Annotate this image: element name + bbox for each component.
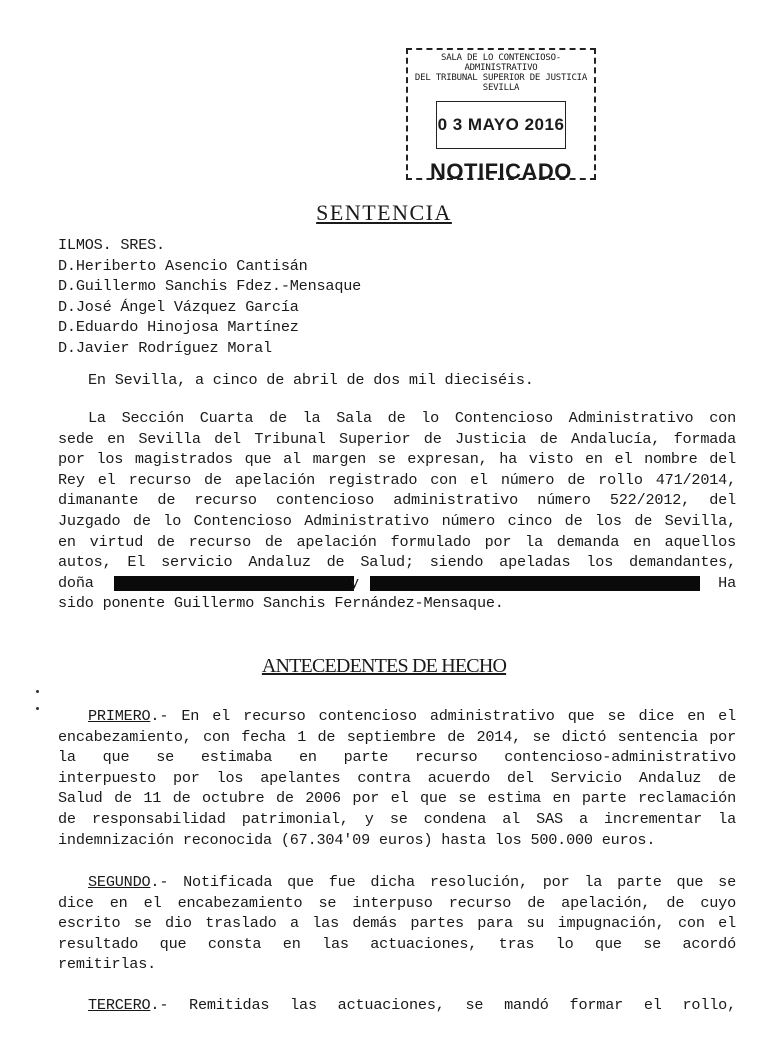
paragraph-line: la que se estimaba en parte recurso contencioso-administrativo [58, 748, 736, 767]
judge-name: D.Javier Rodríguez Moral [58, 338, 272, 357]
paragraph-line: La Sección Cuarta de la Sala de lo Contencioso Administrativo con [88, 409, 736, 427]
paragraph-line: de responsabilidad patrimonial, y se condena al SAS a incrementar la [58, 809, 736, 828]
paragraph-line: escrito se dio traslado a las demás partes para su impugnación, con el [58, 914, 736, 933]
tercero-label: TERCERO [88, 996, 151, 1014]
paragraph-line: por los magistrados que al margen se expresan, ha visto en el nombre del [58, 450, 736, 469]
stamp-tribunal-line: DEL TRIBUNAL SUPERIOR DE JUSTICIA [414, 73, 588, 83]
paragraph-line: dimanante de recurso contencioso administrativo número 522/2012, del [58, 491, 736, 510]
redaction-block [370, 576, 700, 591]
intro-paragraph [58, 408, 736, 614]
section-heading: ANTECEDENTES DE HECHO [261, 655, 507, 677]
paragraph-line: interpuesto por los apelantes contra acuerdo del Servicio Andaluz de [58, 768, 736, 787]
judge-name: D.Guillermo Sanchis Fdez.-Mensaque [58, 277, 362, 295]
redacted-line: doña y Ha [58, 573, 736, 592]
stamp-court-line: SALA DE LO CONTENCIOSO-ADMINISTRATIVO [440, 53, 562, 73]
tercero-paragraph: TERCERO.- Remitidas las actuaciones, se mandó formar el rollo, [88, 996, 736, 1014]
paragraph-line: dice en el encabezamiento se interpuso recurso de apelación, de cuyo [58, 893, 736, 912]
paragraph-line: indemnización reconocida (67.304'09 euros) hasta los 500.000 euros. [58, 830, 656, 849]
judges-header: ILMOS. SRES. [58, 236, 165, 254]
judges-list [58, 235, 361, 358]
scan-speck [36, 707, 39, 710]
paragraph-line: en virtud de recurso de apelación formulado por la demanda en aquellos [58, 532, 736, 551]
paragraph-line: sede en Sevilla del Tribunal Superior de Justicia de Andalucía, formada [58, 429, 736, 448]
segundo-paragraph: SEGUNDO.- Notificada que fue dicha resolución, por la parte que se dice en el encabezamiento se interpuso recurso de apelación, de cuyo escrito se dio traslado a las demás partes para su impugnación, con el resultado que consta en las actuaciones, tras lo que se acordó remitirlas. [58, 873, 736, 974]
stamp-status: NOTIFICADO [430, 159, 572, 184]
paragraph-line: sido ponente Guillermo Sanchis Fernández-Mensaque. [58, 594, 504, 613]
court-stamp [406, 48, 596, 184]
primero-paragraph: PRIMERO.- En el recurso contencioso administrativo que se dice en el encabezamiento, con fecha 1 de septiembre de 2014, se dictó sentencia por la que se estimaba en parte recurso contencioso-administrativo interpuesto por los apelantes contra acuerdo del Servicio Andaluz de Salud de 11 de octubre de 2006 por el que se estima en parte reclamación de responsabilidad patrimonial, y se condena al SAS a incrementar la indemnización reconocida (67.304'09 euros) hasta los 500.000 euros. [58, 707, 736, 849]
paragraph-line: Rey el recurso de apelación registrado con el número de rollo 471/2014, [58, 470, 736, 489]
paragraph-line: Juzgado de lo Contencioso Administrativo número cinco de los de Sevilla, [58, 511, 736, 530]
redaction-block [114, 576, 354, 591]
stamp-city-line: SEVILLA [482, 83, 520, 93]
paragraph-line: resultado que consta en las actuaciones, tras lo que se acordó [58, 934, 736, 953]
judge-name: D.Heriberto Asencio Cantisán [58, 256, 308, 275]
primero-label: PRIMERO [88, 707, 151, 725]
place-date: En Sevilla, a cinco de abril de dos mil dieciséis. [88, 371, 534, 389]
judge-name: D.José Ángel Vázquez García [58, 297, 299, 316]
paragraph-line: Salud de 11 de octubre de 2006 por el que se estima en parte reclamación [58, 789, 736, 808]
paragraph-line: encabezamiento, con fecha 1 de septiembre de 2014, se dictó sentencia por [58, 727, 736, 746]
paragraph-line: remitirlas. [58, 955, 157, 974]
paragraph-line: autos, El servicio Andaluz de Salud; siendo apeladas los demandantes, [58, 553, 736, 572]
segundo-label: SEGUNDO [88, 873, 151, 891]
judge-name: D.Eduardo Hinojosa Martínez [58, 318, 299, 336]
scan-speck [36, 690, 39, 693]
document-title: SENTENCIA [316, 200, 452, 225]
stamp-date: 0 3 MAYO 2016 [436, 101, 566, 149]
